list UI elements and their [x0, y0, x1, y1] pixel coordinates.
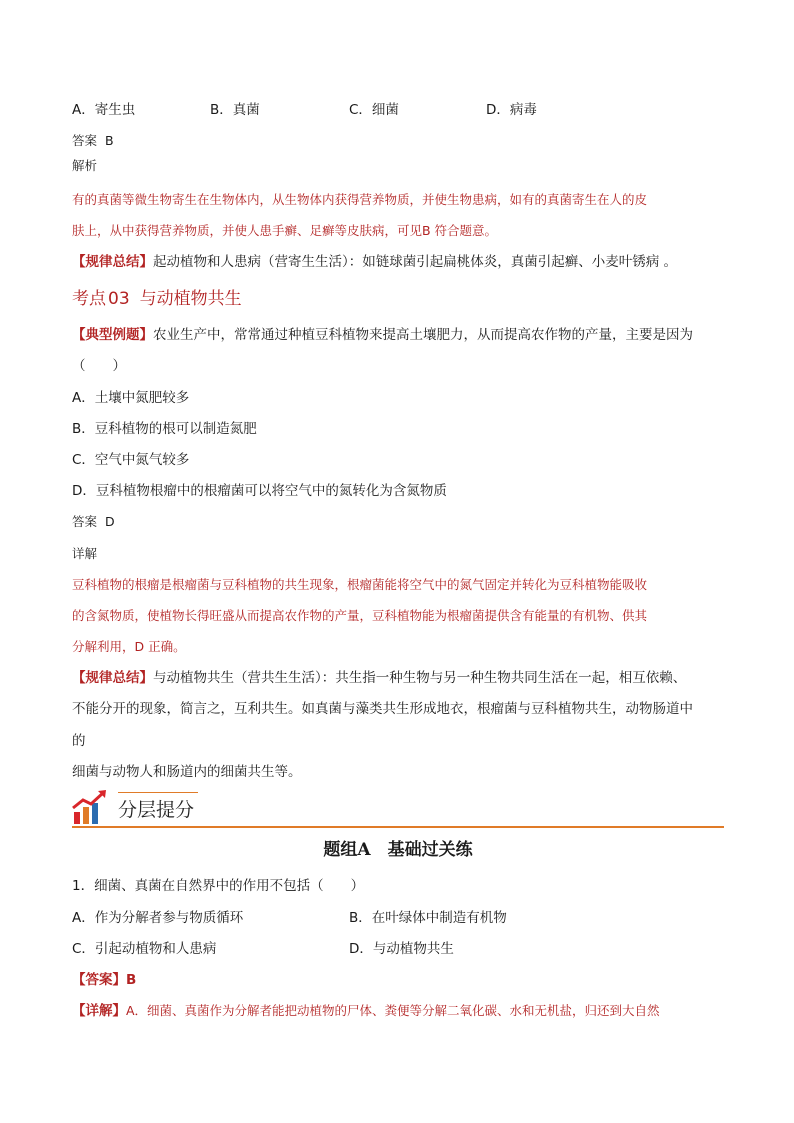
q1-option-a: A．作为分解者参与物质循环 — [72, 910, 244, 926]
example-answer-label: 答案 — [72, 514, 98, 529]
example-summary-tag: 【规律总结】 — [72, 670, 153, 686]
example-answer-line — [72, 512, 115, 532]
analysis-line-1: 有的真菌等微生物寄生在生物体内，从生物体内获得营养物质，并使生物患病，如有的真菌寄生在人的皮 — [72, 192, 648, 207]
example-detail-line-3: 分解利用，D 正确。 — [72, 639, 186, 654]
example-stem-line-2: （ ） — [72, 358, 126, 374]
kaodian-number: 03 — [108, 289, 130, 309]
answer-value: B — [104, 133, 114, 148]
answer-line — [72, 131, 114, 151]
option-c: C．细菌 — [349, 102, 399, 118]
example-summary-line-2: 不能分开的现象，简言之，互利共生。如真菌与藻类共生形成地衣，根瘤菌与豆科植物共生，动物肠道中 — [72, 701, 693, 717]
analysis-label: 解析 — [72, 158, 98, 173]
example-tag: 【典型例题】 — [72, 327, 153, 343]
example-summary-line-3: 的 — [72, 733, 86, 749]
example-answer-value: D — [104, 514, 115, 529]
example-detail-label: 详解 — [72, 546, 98, 561]
group-a-title: 题组A 基础过关练 — [323, 840, 473, 860]
icon-bar-1 — [74, 812, 80, 824]
example-summary-text-1: 与动植物共生（营共生生活）：共生指一种生物与另一种生物共同生活在一起，相互依赖、 — [153, 670, 687, 686]
q1-detail-text: A．细菌、真菌作为分解者能把动植物的尸体、粪便等分解二氧化碳、水和无机盐，归还到大自然 — [126, 1003, 660, 1018]
summary-tag: 【规律总结】 — [72, 254, 153, 270]
example-option-d: D．豆科植物根瘤中的根瘤菌可以将空气中的氮转化为含氮物质 — [72, 483, 447, 499]
icon-trend-line — [73, 793, 103, 808]
kaodian-label: 考点 — [72, 289, 106, 309]
summary-text: 起动植物和人患病（营寄生生活）：如链球菌引起扁桃体炎，真菌引起癣、小麦叶锈病 。 — [153, 254, 678, 270]
q1-stem: 1．细菌、真菌在自然界中的作用不包括（ ） — [72, 878, 365, 894]
section-title-overline — [118, 792, 198, 793]
example-option-a: A．土壤中氮肥较多 — [72, 390, 190, 406]
q1-detail-tag: 【详解】 — [72, 1003, 126, 1019]
section-title: 分层提分 — [118, 799, 195, 821]
example-detail-line-2: 的含氮物质，使植物长得旺盛从而提高农作物的产量，豆科植物能为根瘤菌提供含有能量的有机物、供其 — [72, 608, 648, 623]
icon-bar-3 — [92, 803, 98, 824]
q1-answer-tag: 【答案】 — [72, 972, 126, 988]
q1-answer-value: B — [126, 972, 137, 988]
section-header — [72, 790, 724, 828]
example-summary-line-4: 细菌与动物人和肠道内的细菌共生等。 — [72, 764, 302, 780]
q1-option-c: C．引起动植物和人患病 — [72, 941, 217, 957]
kaodian-heading — [72, 287, 242, 311]
answer-label: 答案 — [72, 133, 98, 148]
analysis-line-2: 肤上，从中获得营养物质，并使人患手癣、足癣等皮肤病，可见B 符合题意。 — [72, 223, 498, 238]
example-stem-line-1 — [72, 325, 693, 345]
example-option-c: C．空气中氮气较多 — [72, 452, 190, 468]
q1-option-d: D．与动植物共生 — [349, 941, 454, 957]
q1-detail-line — [72, 1001, 660, 1021]
chart-growth-icon — [72, 790, 112, 826]
q1-option-b: B．在叶绿体中制造有机物 — [349, 910, 507, 926]
example-summary-line-1 — [72, 668, 686, 688]
summary-line — [72, 252, 677, 272]
option-d: D．病毒 — [486, 102, 537, 118]
section-rule — [72, 826, 724, 828]
kaodian-title: 与动植物共生 — [139, 289, 242, 309]
example-option-b: B．豆科植物的根可以制造氮肥 — [72, 421, 257, 437]
option-b: B．真菌 — [210, 102, 260, 118]
icon-bar-2 — [83, 807, 89, 824]
option-a: A．寄生虫 — [72, 102, 136, 118]
example-detail-line-1: 豆科植物的根瘤是根瘤菌与豆科植物的共生现象，根瘤菌能将空气中的氮气固定并转化为豆科植物能吸收 — [72, 577, 648, 592]
example-stem-text: 农业生产中，常常通过种植豆科植物来提高土壤肥力，从而提高农作物的产量，主要是因为 — [153, 327, 693, 343]
q1-answer-line — [72, 970, 136, 990]
